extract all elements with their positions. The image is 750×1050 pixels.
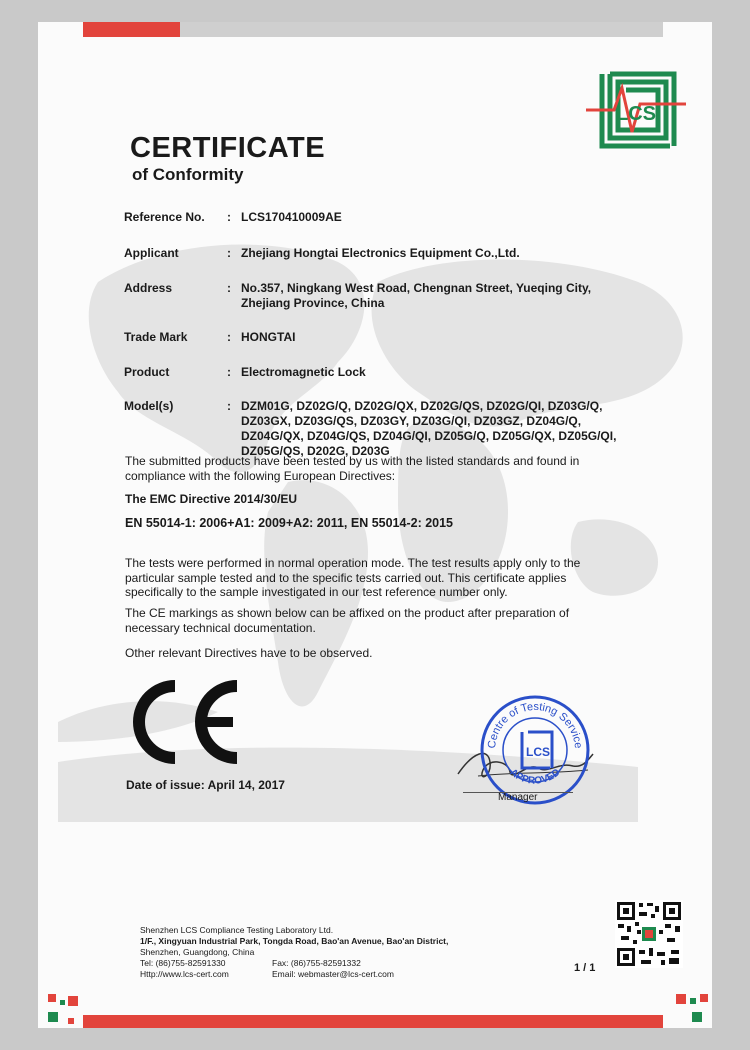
- stamp-bottom-text: APPROVED: [507, 767, 563, 787]
- svg-text:APPROVED: [508, 767, 563, 787]
- field-colon: :: [227, 330, 231, 344]
- directive: The EMC Directive 2014/30/EU: [125, 492, 298, 506]
- stamp-logo-text: LCS: [526, 745, 550, 759]
- field-colon: :: [227, 210, 231, 224]
- footer-company: Shenzhen LCS Compliance Testing Laboratory Ltd.: [140, 925, 334, 935]
- field-value: LCS170410009AE: [241, 210, 342, 224]
- footer-address-2: Shenzhen, Guangdong, China: [140, 947, 255, 957]
- field-value: HONGTAI: [241, 330, 296, 344]
- field-value: Zhejiang Hongtai Electronics Equipment Co.,Ltd.: [241, 246, 520, 260]
- ce-mark-icon: [125, 680, 245, 764]
- stamp-top-text: Centre of Testing Service: [485, 700, 585, 750]
- field-colon: :: [227, 399, 231, 413]
- field-colon: :: [227, 246, 231, 260]
- standards: EN 55014-1: 2006+A1: 2009+A2: 2011, EN 55014-2: 2015: [125, 516, 454, 530]
- field-label: Reference No.: [124, 210, 205, 224]
- footer-web: Http://www.lcs-cert.com: [140, 969, 229, 979]
- manager-title: Manager: [498, 792, 538, 803]
- top-red-bar: [83, 22, 180, 37]
- deco-square: [690, 998, 696, 1004]
- field-label: Applicant: [124, 246, 179, 260]
- footer-fax: Fax: (86)755-82591332: [272, 958, 361, 968]
- field-colon: :: [227, 281, 231, 295]
- deco-square: [68, 996, 78, 1006]
- footer-address-1: 1/F., Xingyuan Industrial Park, Tongda Road, Bao'an Avenue, Bao'an District,: [140, 936, 449, 946]
- field-value: DZM01G, DZ02G/Q, DZ02G/QX, DZ02G/QS, DZ02G/QI, DZ03G/Q, DZ03GX, DZ03G/QS, DZ03GY, DZ03G/QI, DZ03GZ, DZ04G/Q, DZ04G/QX, DZ04G/QS, DZ04G/QI, DZ05G/Q, DZ05G/QX, DZ05G/QI, DZ05G/QS, D202G, D203G: [241, 399, 617, 458]
- certificate-subtitle: of Conformity: [132, 165, 244, 184]
- field-colon: :: [227, 365, 231, 379]
- field-label: Model(s): [124, 399, 174, 413]
- field-label: Product: [124, 365, 170, 379]
- footer-tel: Tel: (86)755-82591330: [140, 958, 226, 968]
- date-of-issue: Date of issue: April 14, 2017: [126, 778, 285, 792]
- deco-square: [68, 1018, 74, 1024]
- field-label: Trade Mark: [124, 330, 188, 344]
- certificate-title: CERTIFICATE: [130, 132, 326, 164]
- logo-text: LCS: [616, 103, 656, 125]
- bottom-red-bar: [83, 1015, 663, 1028]
- field-value: Electromagnetic Lock: [241, 365, 366, 379]
- certificate-page: [38, 22, 712, 1028]
- qr-code: [615, 900, 683, 968]
- submitted-statement: The submitted products have been tested by us with the listed standards and found in compliance with the following European Directives:: [125, 454, 580, 483]
- page-number: 1 / 1: [574, 962, 596, 974]
- deco-square: [48, 994, 56, 1002]
- other-directives: Other relevant Directives have to be observed.: [125, 646, 373, 660]
- footer-email: Email: webmaster@lcs-cert.com: [272, 969, 394, 979]
- deco-square: [48, 1012, 58, 1022]
- field-label: Address: [124, 281, 173, 295]
- deco-square: [676, 994, 686, 1004]
- tests-statement: The tests were performed in normal operation mode. The test results apply only to the particular sample tested and to the specific tests carried out. This certificate applies specifically to the sample investigated in our test reference number only.: [125, 556, 581, 599]
- deco-square: [700, 994, 708, 1002]
- deco-square: [60, 1000, 65, 1005]
- ce-marking-statement: The CE markings as shown below can be affixed on the product after preparation of necessary technical documentation.: [125, 606, 570, 635]
- lcs-logo: [586, 70, 686, 150]
- field-value: No.357, Ningkang West Road, Chengnan Street, Yueqing City, Zhejiang Province, China: [241, 281, 592, 310]
- approval-stamp: [478, 694, 593, 806]
- deco-square: [692, 1012, 702, 1022]
